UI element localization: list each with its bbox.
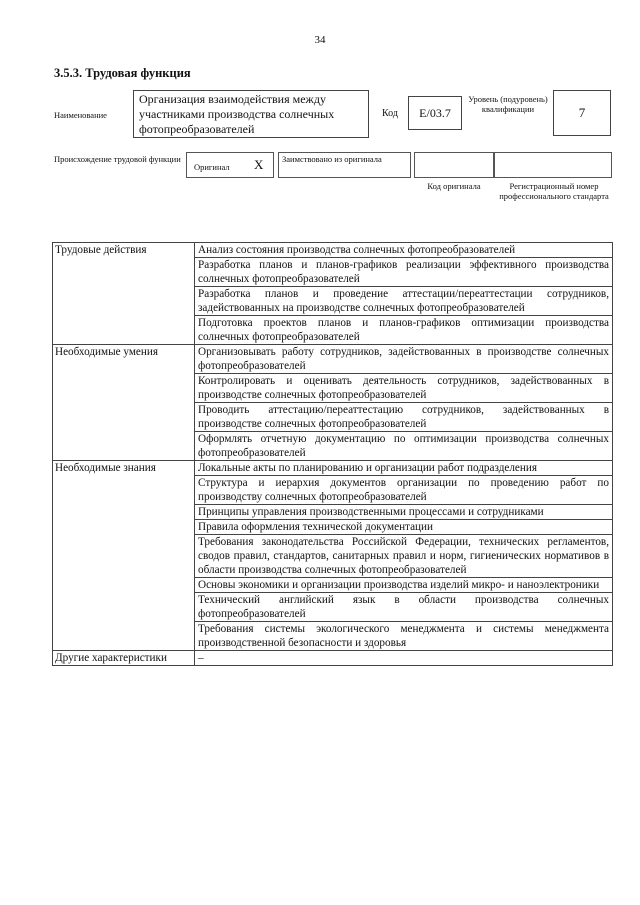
section-title: 3.5.3. Трудовая функция xyxy=(54,66,191,80)
knowledge-item: Технический английский язык в области производства солнечных фотопреобразователей xyxy=(195,593,613,622)
knowledge-item: Локальные акты по планированию и организации работ подразделения xyxy=(195,461,613,476)
knowledge-item: Структура и иерархия документов организации по проведению работ по производству солнечных фотопреобразователей xyxy=(195,476,613,505)
origin-label: Происхождение трудовой функции xyxy=(54,154,181,164)
required-knowledge-label: Необходимые знания xyxy=(53,461,195,651)
table-row xyxy=(53,651,613,666)
knowledge-item: Основы экономики и организации производства изделий микро- и наноэлектроники xyxy=(195,578,613,593)
other-characteristics-label: Другие характеристики xyxy=(53,651,195,666)
original-code-caption: Код оригинала xyxy=(427,181,481,191)
labor-action-item: Подготовка проектов планов и планов-графиков оптимизации производства солнечных фотопреобразователей xyxy=(195,316,613,345)
labor-actions-label: Трудовые действия xyxy=(53,243,195,345)
original-code-cell xyxy=(414,152,494,178)
other-characteristics-value: – xyxy=(195,651,613,666)
function-details-table xyxy=(52,242,613,666)
original-mark: X xyxy=(254,157,264,172)
knowledge-item: Принципы управления производственными процессами и сотрудниками xyxy=(195,505,613,520)
function-name-field: Организация взаимодействия между участниками производства солнечных фотопреобразователей xyxy=(133,90,369,138)
skill-item: Организовывать работу сотрудников, задействованных в производстве солнечных фотопреобразователей xyxy=(195,345,613,374)
required-skills-label: Необходимые умения xyxy=(53,345,195,461)
labor-action-item: Анализ состояния производства солнечных фотопреобразователей xyxy=(195,243,613,258)
knowledge-item: Правила оформления технической документации xyxy=(195,520,613,535)
page-number: 34 xyxy=(314,34,326,46)
qualification-level-field: 7 xyxy=(553,90,611,136)
borrowed-label: Заимствовано из оригинала xyxy=(282,154,382,164)
labor-action-item: Разработка планов и планов-графиков реализации эффективного производства солнечных фотопреобразователей xyxy=(195,258,613,287)
table-row xyxy=(53,461,613,476)
knowledge-item: Требования законодательства Российской Федерации, технических регламентов, сводов правил, стандартов, санитарных правил и норм, гигиенических нормативов в области производства солнечных фотопреобразователей xyxy=(195,535,613,578)
table-row xyxy=(53,243,613,258)
skill-item: Проводить аттестацию/переаттестацию сотрудников, задействованных в производстве солнечных фотопреобразователей xyxy=(195,403,613,432)
table-row xyxy=(53,345,613,374)
registration-number-caption: Регистрационный номер профессионального стандарта xyxy=(499,181,609,201)
knowledge-item: Требования системы экологического менеджмента и системы менеджмента производственной безопасности и здоровья xyxy=(195,622,613,651)
skill-item: Оформлять отчетную документацию по оптимизации производства солнечных фотопреобразователей xyxy=(195,432,613,461)
code-label: Код xyxy=(382,108,398,119)
registration-number-cell xyxy=(494,152,612,178)
qualification-level-label: Уровень (подуровень) квалификации xyxy=(468,94,548,114)
labor-action-item: Разработка планов и проведение аттестации/переаттестации сотрудников, задействованных на производстве солнечных фотопреобразователей xyxy=(195,287,613,316)
original-label: Оригинал xyxy=(194,162,230,172)
skill-item: Контролировать и оценивать деятельность сотрудников, задействованных в производстве солнечных фотопреобразователей xyxy=(195,374,613,403)
name-label: Наименование xyxy=(54,110,107,120)
code-field: E/03.7 xyxy=(408,96,462,130)
